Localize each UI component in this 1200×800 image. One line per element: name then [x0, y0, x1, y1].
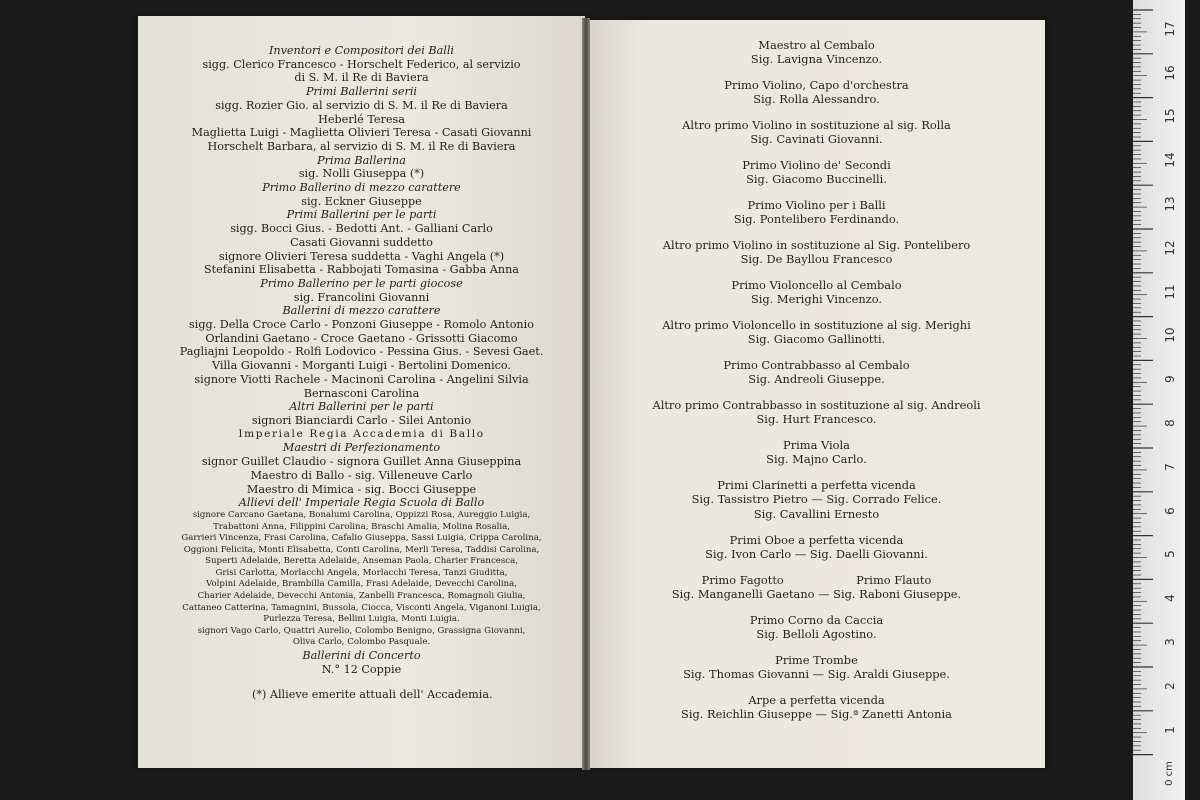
left-line: sig. Nolli Giuseppa (*) [298, 167, 425, 181]
musician-name: Sig. Thomas Giovanni — Sig. Araldi Giuseppe. [683, 667, 950, 681]
left-line: Superti Adelaide, Beretta Adelaide, Anseman Paola, Charier Francesca, [205, 556, 518, 567]
left-line: signori Bianciardi Carlo - Silei Antonio [251, 413, 472, 427]
left-line: Primi Ballerini per le parti [286, 208, 437, 222]
left-line: Pagliajni Leopoldo - Rolfi Lodovico - Pessina Gius. - Sevesi Gaet. [179, 345, 544, 359]
orchestra-role: Prime Trombe [775, 653, 858, 667]
left-line: Ballerini di mezzo carattere [282, 304, 441, 318]
orchestra-role: Primo Violino, Capo d'orchestra [724, 78, 909, 92]
orchestra-role: Primo Fagotto Primo Flauto [701, 573, 932, 587]
musician-name: Sig. Giacomo Buccinelli. [746, 172, 887, 186]
ruler-number: 15 [1163, 108, 1177, 125]
left-line: Bernasconi Carolina [303, 386, 420, 400]
left-line: Primo Ballerino per le parti giocose [260, 276, 463, 290]
left-line: Purlezza Teresa, Bellini Luigia, Monti Luigia. [263, 614, 460, 625]
musician-name: Sig. Pontelibero Ferdinando. [733, 212, 900, 226]
ruler-number: 13 [1163, 196, 1177, 212]
left-line: Trabattoni Anna, Filippini Carolina, Braschi Amalia, Molina Rosalia, [213, 521, 510, 532]
left-line: Volpini Adelaide, Brambilla Camilla, Frasi Adelaide, Devecchi Carolina, [205, 579, 518, 590]
left-line: Horschelt Barbara, al servizio di S. M. il Re di Baviera [207, 139, 516, 153]
ruler-ticks [1133, 0, 1185, 800]
ruler-unit-label: 0 cm [1163, 761, 1175, 786]
left-line: signor Guillet Claudio - signora Guillet Anna Giuseppina [201, 455, 522, 469]
footnote: (*) Allieve emerite attuali dell' Accademia. [252, 688, 493, 701]
left-line: Imperiale Regia Accademia di Ballo [238, 427, 485, 440]
left-line: sig. Francolini Giovanni [293, 290, 430, 304]
left-line: Casati Giovanni suddetto [290, 235, 433, 249]
left-line: Ballerini di Concerto [302, 649, 421, 663]
left-line: Inventori e Compositori dei Balli [268, 44, 455, 57]
musician-name: Sig. Hurt Francesco. [756, 412, 877, 426]
left-line: Oggioni Felicita, Monti Elisabetta, Conti Carolina, Merli Teresa, Taddisi Carolina, [183, 544, 540, 555]
left-line: Charier Adelaide, Devecchi Antonia, Zanbelli Francesca, Romagnoli Giulia, [197, 591, 526, 602]
left-line: Maglietta Luigi - Maglietta Olivieri Teresa - Casati Giovanni [191, 126, 532, 140]
ruler-number: 11 [1163, 283, 1177, 300]
ruler-number: 16 [1163, 64, 1177, 81]
left-line: Maestri di Perfezionamento [282, 441, 441, 455]
left-line: Maestro di Mimica - sig. Bocci Giuseppe [246, 482, 477, 496]
ruler-number: 12 [1163, 240, 1177, 256]
ruler-number: 6 [1163, 506, 1177, 515]
left-line: Prima Ballerina [317, 153, 406, 167]
orchestra-role: Altro primo Contrabbasso in sostituzione al sig. Andreoli [652, 398, 981, 412]
left-line: Cattaneo Catterina, Tamagnini, Bussola, Ciocca, Visconti Angela, Viganoni Luigia, [182, 602, 541, 613]
musician-name: Sig. Majno Carlo. [766, 452, 867, 466]
musician-name: Sig. Cavinati Giovanni. [750, 132, 883, 146]
left-line: sigg. Bocci Gius. - Bedotti Ant. - Galliani Carlo [230, 222, 493, 236]
left-line: sigg. Clerico Francesco - Horschelt Federico, al servizio [202, 57, 521, 71]
ruler-number: 10 [1163, 327, 1177, 344]
musician-name: Sig. Ivon Carlo — Sig. Daelli Giovanni. [705, 547, 928, 561]
left-line: Primo Ballerino di mezzo carattere [262, 181, 461, 195]
musician-name: Sig. Giacomo Gallinotti. [747, 332, 886, 346]
left-line: signore Viotti Rachele - Macinoni Carolina - Angelini Silvia [194, 372, 529, 386]
left-line: Stefanini Elisabetta - Rabbojati Tomasina - Gabba Anna [204, 263, 519, 277]
left-line: sig. Eckner Giuseppe [301, 194, 422, 208]
left-line: Orlandini Gaetano - Croce Gaetano - Grissotti Giacomo [205, 331, 518, 345]
left-line: Allievi dell' Imperiale Regia Scuola di Ballo [238, 496, 485, 510]
orchestra-role: Maestro al Cembalo [758, 38, 875, 52]
left-line: Maestro di Ballo - sig. Villeneuve Carlo [250, 468, 473, 482]
ruler-number: 14 [1163, 152, 1177, 168]
ruler-number: 1 [1163, 725, 1177, 734]
orchestra-role: Primi Clarinetti a perfetta vicenda [717, 478, 916, 492]
orchestra-role: Primo Contrabbasso al Cembalo [723, 358, 910, 372]
left-line: Primi Ballerini serii [306, 85, 417, 99]
musician-name: Sig. Tassistro Pietro — Sig. Corrado Felice. [691, 492, 942, 506]
orchestra-role: Altro primo Violino in sostituzione al sig. Rolla [682, 118, 951, 132]
ruler-number: 8 [1163, 419, 1177, 427]
musician-name: Sig. Rolla Alessandro. [753, 92, 880, 106]
ruler-number: 3 [1163, 638, 1177, 646]
left-line: signori Vago Carlo, Quattri Aurelio, Colombo Benigno, Grassigna Giovanni, [197, 625, 526, 636]
left-line: sigg. Rozier Gio. al servizio di S. M. il Re di Baviera [215, 98, 508, 112]
measurement-ruler [1133, 0, 1185, 800]
orchestra-role: Prima Viola [783, 438, 850, 452]
orchestra-role: Primo Violoncello al Cembalo [731, 278, 902, 292]
left-line: signore Olivieri Teresa suddetta - Vaghi Angela (*) [218, 249, 505, 263]
left-line: Garrieri Vincenza, Frasi Carolina, Cafalio Giuseppa, Sassi Luigia, Crippa Carolina, [181, 533, 542, 544]
musician-name: Sig. Reichlin Giuseppe — Sig.ª Zanetti Antonia [681, 707, 952, 721]
orchestra-role: Altro primo Violino in sostituzione al Sig. Pontelibero [662, 238, 971, 252]
left-line: Grisi Carlotta, Morlacchi Angela, Morlacchi Teresa, Tanzi Giuditta, [215, 567, 508, 578]
orchestra-role: Altro primo Violoncello in sostituzione al sig. Merighi [662, 318, 971, 332]
orchestra-role: Primo Violino per i Balli [747, 198, 886, 212]
left-page-text [138, 44, 585, 676]
musician-name: Sig. De Bayllou Francesco [740, 252, 893, 266]
left-line: signore Carcano Gaetana, Bonalumi Carolina, Oppizzi Rosa, Aureggio Luigia, [192, 509, 531, 520]
right-page-text [588, 38, 1045, 733]
left-line: sigg. Della Croce Carlo - Ponzoni Giuseppe - Romolo Antonio [189, 318, 534, 332]
ruler-number: 2 [1163, 681, 1177, 690]
ruler-number: 5 [1163, 550, 1177, 559]
left-line: di S. M. il Re di Baviera [294, 71, 429, 85]
left-line: Oliva Carlo, Colombo Pasquale. [292, 637, 431, 648]
musician-name: Sig. Lavigna Vincenzo. [750, 52, 883, 66]
orchestra-role: Arpe a perfetta vicenda [748, 693, 885, 707]
ruler-number: 9 [1163, 375, 1177, 384]
orchestra-role: Primo Corno da Caccia [749, 613, 884, 627]
musician-name: Sig. Merighi Vincenzo. [750, 292, 883, 306]
ruler-number: 17 [1163, 21, 1177, 37]
musician-name: Sig. Belloli Agostino. [756, 627, 877, 641]
orchestra-role: Primi Oboe a perfetta vicenda [729, 533, 904, 547]
musician-name: Sig. Andreoli Giuseppe. [748, 372, 885, 386]
left-line: N.° 12 Coppie [321, 662, 402, 676]
left-line: Villa Giovanni - Morganti Luigi - Bertolini Domenico. [211, 359, 511, 373]
ruler-number: 7 [1163, 462, 1177, 471]
musician-name: Sig. Cavallini Ernesto [753, 507, 880, 521]
left-line: Altri Ballerini per le parti [289, 400, 434, 414]
orchestra-role: Primo Violino de' Secondi [742, 158, 891, 172]
musician-name: Sig. Manganelli Gaetano — Sig. Raboni Giuseppe. [671, 587, 962, 601]
left-line: Heberlé Teresa [318, 112, 405, 126]
ruler-number: 4 [1163, 594, 1177, 603]
